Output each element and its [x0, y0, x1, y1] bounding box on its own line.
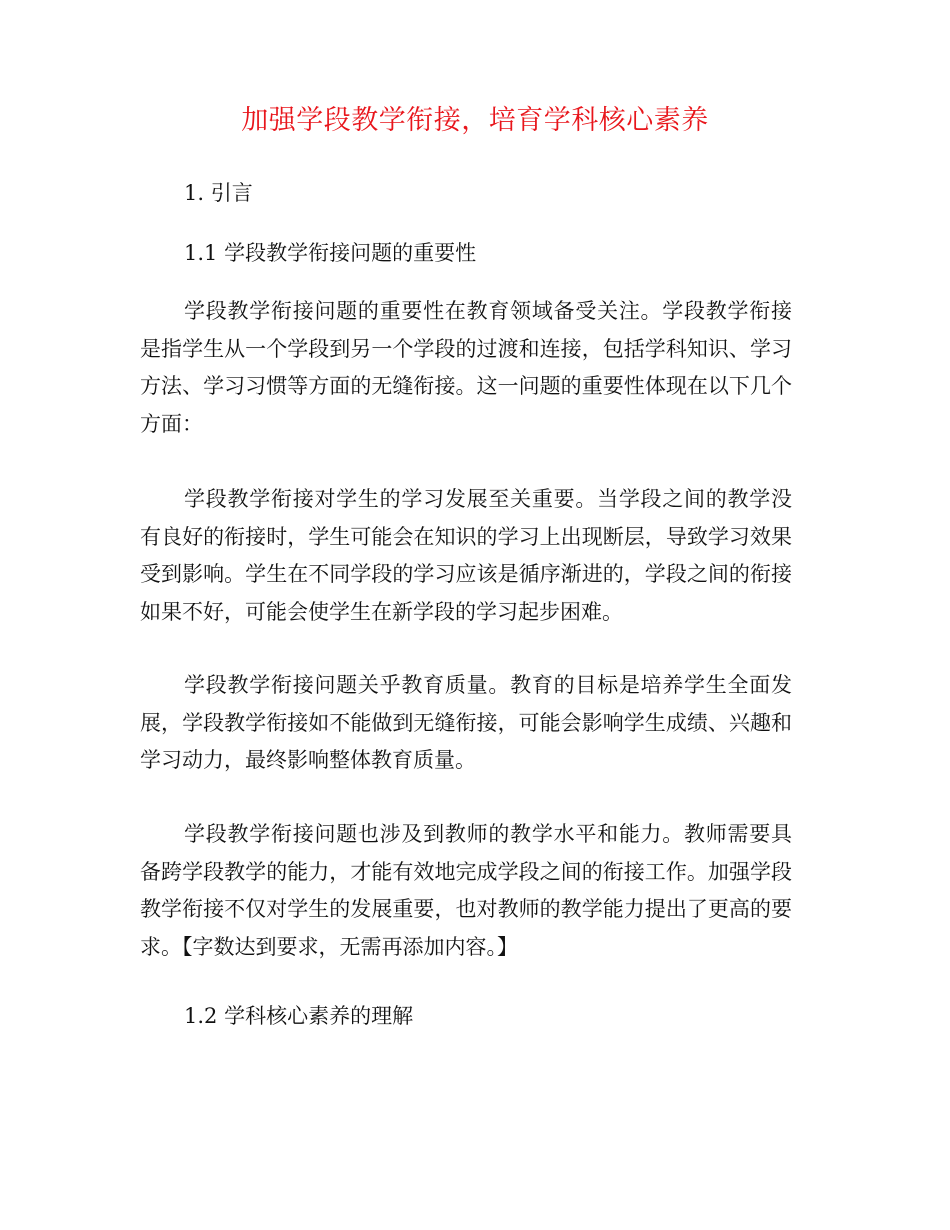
paragraph-3: 学段教学衔接问题关乎教育质量。教育的目标是培养学生全面发展，学段教学衔接如不能做到无缝衔接，可能会影响学生成绩、兴趣和学习动力，最终影响整体教育质量。	[140, 673, 792, 772]
paragraph-4: 学段教学衔接问题也涉及到教师的教学水平和能力。教师需要具备跨学段教学的能力，才能有效地完成学段之间的衔接工作。加强学段教学衔接不仅对学生的发展重要，也对教师的教学能力提出了更高的要求。【字数达到要求，无需再添加内容。】	[140, 822, 792, 959]
paragraph-2: 学段教学衔接对学生的学习发展至关重要。当学段之间的教学没有良好的衔接时，学生可能会在知识的学习上出现断层，导致学习效果受到影响。学生在不同学段的学习应该是循序渐进的，学段之间的衔接如果不好，可能会使学生在新学段的学习起步困难。	[140, 487, 792, 624]
subsection-heading-importance: 1.1 学段教学衔接问题的重要性	[184, 241, 477, 265]
section-heading-introduction: 1. 引言	[184, 181, 253, 205]
document-title: 加强学段教学衔接，培育学科核心素养	[241, 105, 709, 136]
subsection-heading-core-literacy: 1.2 学科核心素养的理解	[184, 1004, 414, 1028]
paragraph-1: 学段教学衔接问题的重要性在教育领域备受关注。学段教学衔接是指学生从一个学段到另一个学段的过渡和连接，包括学科知识、学习方法、学习习惯等方面的无缝衔接。这一问题的重要性体现在以下几个方面：	[140, 299, 792, 436]
